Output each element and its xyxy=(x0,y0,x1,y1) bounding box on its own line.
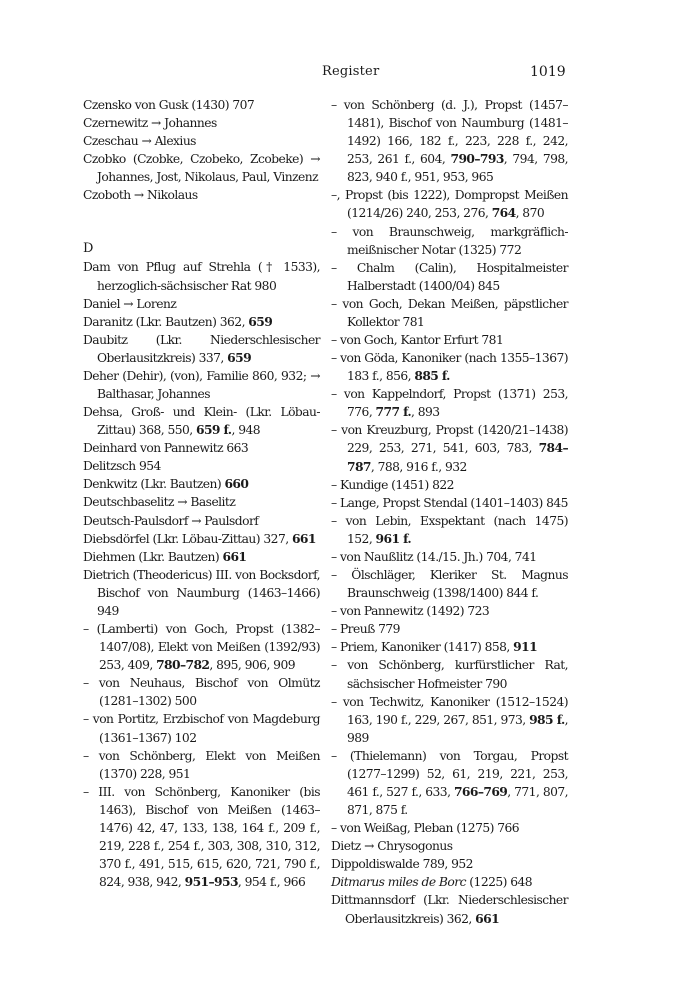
entry-text: – von Weißag, Pleban (1275) 766 xyxy=(331,821,520,836)
entry-text: – von Kappelndorf, Propst (1371) 253, 776, xyxy=(331,387,568,420)
entry-text: Czoboth → Nikolaus xyxy=(83,188,198,203)
index-entry xyxy=(331,295,568,331)
index-entry xyxy=(331,223,568,259)
bold-page-ref: 780–782 xyxy=(156,657,210,673)
index-entry xyxy=(83,313,320,331)
entry-text: Daubitz (Lkr. Niederschlesischer Oberlausitzkreis) 337, xyxy=(83,332,320,365)
entry-text: Dippoldiswalde 789, 952 xyxy=(331,857,473,872)
bold-page-ref: 661 xyxy=(475,910,500,926)
index-entry xyxy=(83,493,320,511)
left-entries-d xyxy=(83,258,320,891)
entry-text: – von Goch, Kantor Erfurt 781 xyxy=(331,333,504,348)
index-entry xyxy=(331,693,568,747)
entry-text: – (Lamberti) von Goch, Propst (1382–1407/08), Elekt von Meißen (1392/93) 253, 409, xyxy=(83,622,320,673)
entry-text: , 794, 798, 823, 940 f., 951, 953, 965 xyxy=(347,152,569,185)
entry-text: – von Kreuzburg, Propst (1420/21–1438) 229, 253, 271, 541, 603, 783, xyxy=(331,423,568,456)
left-column xyxy=(83,96,320,891)
italic-term: Ditmarus miles de Borc xyxy=(331,875,466,890)
entry-text: , 870 xyxy=(515,206,545,221)
bold-page-ref: 951–953 xyxy=(184,874,238,890)
index-entry xyxy=(83,150,320,186)
entry-text: (1225) 648 xyxy=(465,875,533,890)
entry-text: – von Neuhaus, Bischof von Olmütz (1281–1302) 500 xyxy=(83,676,320,709)
entry-text: , 788, 916 f., 932 xyxy=(370,459,467,474)
entry-text: Czobko (Czobke, Czobeko, Zcobeke) → Johannes, Jost, Nikolaus, Paul, Vinzenz xyxy=(83,152,320,185)
entry-text: – Ölschläger, Kleriker St. Magnus Braunschweig (1398/1400) 844 f. xyxy=(331,568,568,601)
index-entry xyxy=(83,783,320,891)
bold-page-ref: 777 f. xyxy=(375,404,412,420)
index-entry xyxy=(331,259,568,295)
bold-page-ref: 784–787 xyxy=(347,440,568,474)
entry-text: Diebsdörfel (Lkr. Löbau-Zittau) 327, xyxy=(83,531,292,546)
index-entry xyxy=(331,620,568,638)
index-entry xyxy=(331,349,568,385)
index-entry xyxy=(331,837,568,855)
bold-page-ref: 659 xyxy=(248,313,273,329)
entry-text: , 954 f., 966 xyxy=(237,875,306,890)
index-entry xyxy=(331,385,568,421)
bold-page-ref: 660 xyxy=(224,476,249,492)
bold-page-ref: 764 xyxy=(491,205,516,221)
bold-page-ref: 766–769 xyxy=(453,783,508,799)
right-entries xyxy=(331,96,568,928)
index-entry xyxy=(83,566,320,620)
index-entry xyxy=(331,873,568,891)
entry-text: – von Braunschweig, markgräflich-meißnischer Notar (1325) 772 xyxy=(331,224,568,257)
index-entry xyxy=(83,620,320,674)
entry-text: Delitzsch 954 xyxy=(83,459,161,474)
bold-page-ref: 985 f. xyxy=(529,711,565,727)
index-entry xyxy=(83,96,320,114)
entry-text: – Preuß 779 xyxy=(331,622,400,637)
index-entry xyxy=(331,96,568,186)
index-entry xyxy=(83,439,320,457)
bold-page-ref: 911 xyxy=(513,639,538,655)
entry-text: – (Thielemann) von Torgau, Propst (1277–1299) 52, 61, 219, 221, 253, 461 f., 527 f., 633, xyxy=(331,748,568,799)
index-entry xyxy=(331,421,568,475)
entry-text: , 895, 906, 909 xyxy=(209,658,295,673)
entry-text: – Priem, Kanoniker (1417) 858, xyxy=(331,640,514,655)
index-entry xyxy=(331,638,568,656)
entry-text: Dittmannsdorf (Lkr. Niederschlesischer Oberlausitzkreis) 362, xyxy=(331,893,568,926)
index-entry xyxy=(331,747,568,819)
right-column xyxy=(331,96,568,928)
entry-text: Diehmen (Lkr. Bautzen) xyxy=(83,549,223,564)
bold-page-ref: 659 f. xyxy=(196,422,232,438)
entry-text: – von Schönberg, Elekt von Meißen (1370) 228, 951 xyxy=(83,748,320,781)
bold-page-ref: 661 xyxy=(222,548,247,564)
entry-text: – von Portitz, Erzbischof von Magdeburg (1361–1367) 102 xyxy=(83,712,320,745)
entry-text: – von Schönberg (d. J.), Propst (1457–1481), Bischof von Naumburg (1481–1492) 166, 182 f., 223, 228 f., 242, 253, 261 f., 604, xyxy=(331,98,568,167)
entry-text: – von Pannewitz (1492) 723 xyxy=(331,604,490,619)
running-title: Register xyxy=(322,64,380,79)
index-entry xyxy=(83,674,320,710)
entry-text: , 771, 807, 871, 875 f. xyxy=(347,784,568,818)
index-entry xyxy=(83,710,320,746)
entry-text: Deutschbaselitz → Baselitz xyxy=(83,495,236,510)
entry-text: Daranitz (Lkr. Bautzen) 362, xyxy=(83,314,249,329)
entry-text: Deher (Dehir), (von), Familie 860, 932; → Balthasar, Johannes xyxy=(83,368,320,402)
bold-page-ref: 659 xyxy=(227,349,252,365)
left-entries-c xyxy=(83,96,320,204)
index-entry xyxy=(331,494,568,512)
index-entry xyxy=(83,457,320,475)
entry-text: – Chalm (Calin), Hospitalmeister Halberstadt (1400/04) 845 xyxy=(331,260,568,293)
index-entry xyxy=(331,331,568,349)
entry-text: Deutsch-Paulsdorf → Paulsdorf xyxy=(83,513,259,528)
index-entry xyxy=(331,602,568,620)
index-entry xyxy=(331,656,568,692)
index-entry xyxy=(83,548,320,566)
entry-text: , 893 xyxy=(411,405,440,420)
index-entry xyxy=(83,747,320,783)
index-entry xyxy=(83,475,320,493)
index-entry xyxy=(83,403,320,439)
index-entry xyxy=(331,186,568,222)
entry-text: Dietrich (Theodericus) III. von Bocksdorf, Bischof von Naumburg (1463–1466) 949 xyxy=(83,567,320,618)
entry-text: – von Techwitz, Kanoniker (1512–1524) 163, 190 f., 229, 267, 851, 973, xyxy=(331,694,568,727)
entry-text: – von Schönberg, kurfürstlicher Rat, sächsischer Hofmeister 790 xyxy=(331,658,568,691)
entry-text: , 989 xyxy=(347,712,568,745)
entry-text: –, Propst (bis 1222), Dompropst Meißen (1214/26) 240, 253, 276, xyxy=(331,188,568,221)
entry-text: Deinhard von Pannewitz 663 xyxy=(83,441,249,456)
entry-text: Czernewitz → Johannes xyxy=(83,116,217,131)
bold-page-ref: 790–793 xyxy=(450,151,504,167)
running-head xyxy=(0,62,700,82)
entry-text: – Kundige (1451) 822 xyxy=(331,477,454,492)
entry-text: , 948 xyxy=(231,423,261,438)
index-entry xyxy=(83,132,320,150)
index-entry xyxy=(331,476,568,494)
section-letter-d: D xyxy=(83,241,94,257)
entry-text: Dietz → Chrysogonus xyxy=(331,839,453,854)
index-entry xyxy=(83,186,320,204)
entry-text: Dehsa, Groß- und Klein- (Lkr. Löbau-Zittau) 368, 550, xyxy=(83,405,320,438)
entry-text: Czeschau → Alexius xyxy=(83,134,196,149)
entry-text: Daniel → Lorenz xyxy=(83,296,177,311)
index-entry xyxy=(331,566,568,602)
entry-text: – von Lebin, Exspektant (nach 1475) 152, xyxy=(331,513,568,546)
entry-text: Dam von Pflug auf Strehla († 1533), herzoglich-sächsischer Rat 980 xyxy=(83,260,320,293)
entry-text: – von Naußlitz (14./15. Jh.) 704, 741 xyxy=(331,549,537,564)
index-entry xyxy=(83,512,320,530)
index-entry xyxy=(331,891,568,927)
entry-text: Czensko von Gusk (1430) 707 xyxy=(83,98,255,112)
bold-page-ref: 661 xyxy=(291,530,316,546)
entry-text: – III. von Schönberg, Kanoniker (bis 1463), Bischof von Meißen (1463–1476) 42, 47, 133, 138, 164 f., 209 f., 219, 228 f., 254 f., 303, 308, 310, 312, 370 f., 491, 515, 615, 620, 721, 790 f., 824, 938, 942, xyxy=(83,784,320,890)
index-entry xyxy=(83,258,320,294)
index-entry xyxy=(331,819,568,837)
entry-text: – von Goch, Dekan Meißen, päpstlicher Kollektor 781 xyxy=(331,296,568,329)
index-entry xyxy=(83,114,320,132)
index-entry xyxy=(331,548,568,566)
bold-page-ref: 885 f. xyxy=(414,368,450,384)
entry-text: – von Göda, Kanoniker (nach 1355–1367) 183 f., 856, xyxy=(331,351,568,384)
bold-page-ref: 961 f. xyxy=(375,530,412,546)
page-number: 1019 xyxy=(530,64,566,80)
index-entry xyxy=(331,512,568,548)
index-entry xyxy=(83,295,320,313)
index-entry xyxy=(83,331,320,367)
entry-text: Denkwitz (Lkr. Bautzen) xyxy=(83,477,225,492)
index-entry xyxy=(331,855,568,873)
entry-text: – Lange, Propst Stendal (1401–1403) 845 xyxy=(331,495,568,510)
index-entry xyxy=(83,530,320,548)
section-gap xyxy=(83,204,320,240)
index-entry xyxy=(83,367,320,403)
